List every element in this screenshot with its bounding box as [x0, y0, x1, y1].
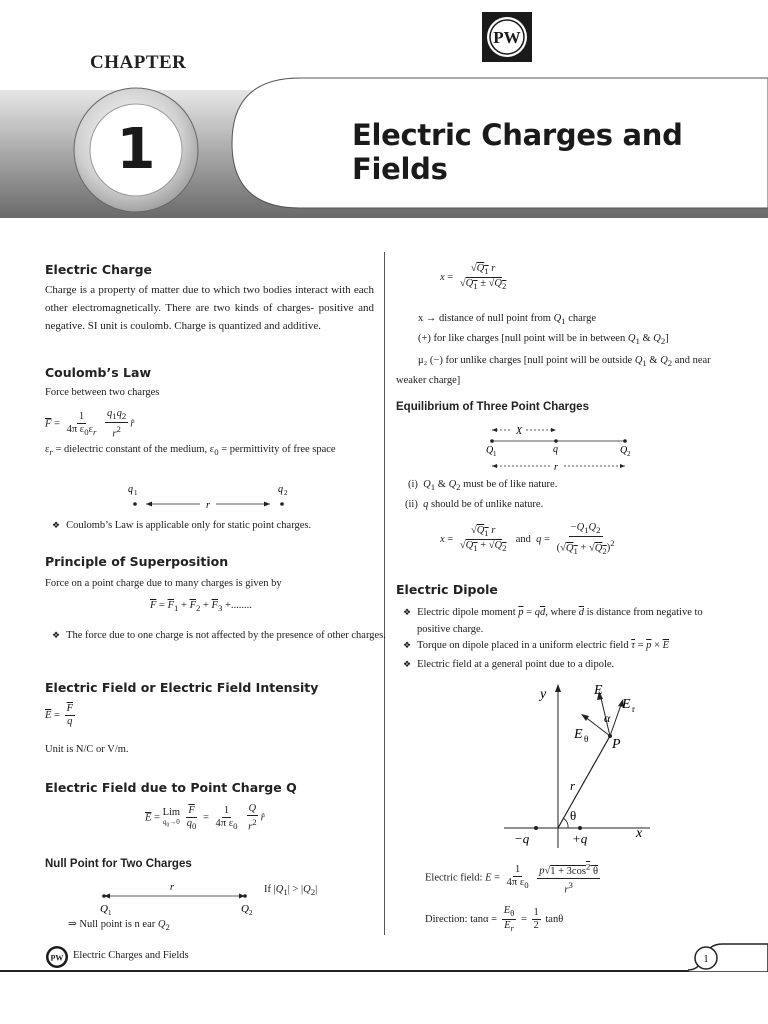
- permittivity-note: $\varepsilon_r$ = dielectric constant of the medium, $\varepsilon_0$ = permittivity of free space: [45, 444, 336, 458]
- charge-q2-dot: [280, 502, 284, 506]
- coulomb-intro: Force between two charges: [45, 387, 160, 398]
- q2-label: q: [278, 484, 283, 495]
- null-note3: μ₂ (−) for unlike charges [null point will be outside $Q_1$ & $Q_2$ and near weaker charge]: [396, 355, 711, 387]
- coulomb-diagram: [120, 480, 300, 516]
- three-charges-diagram: [480, 420, 640, 474]
- point-P-dot: [608, 734, 612, 738]
- null-note1: x → distance of null point from $Q_1$ charge: [418, 313, 596, 327]
- distance-r-label: r: [206, 500, 210, 511]
- footer-pw-logo-icon: [45, 945, 69, 969]
- minus-q-dot: [534, 826, 538, 830]
- axis-y-label: y: [540, 687, 547, 702]
- svg-text:Q: Q: [620, 445, 628, 456]
- svg-text:2: 2: [627, 450, 631, 458]
- dipole-bullet-1: ❖ Electric dipole moment $\overline{p} = q\overline{d}$, where $\overline{d}$ is distance from negative to positive charge.: [403, 607, 703, 635]
- footer-rule: [0, 970, 768, 972]
- chapter-number: 1: [116, 117, 156, 182]
- alpha-label: α: [604, 711, 611, 725]
- coulomb-bullet: ❖ Coulomb’s Law is applicable only for static point charges.: [52, 520, 312, 531]
- three-q-dot: [554, 439, 558, 443]
- dipole-bullet-3: ❖ Electric field at a general point due to a dipole.: [403, 659, 615, 670]
- three-charges-formula: x = $\frac{√Q_1 r}{√Q_1 + √Q_2}$ and q = $\frac{-Q_1Q_2}{(√Q_1 + √Q_2)^2}$: [440, 522, 615, 556]
- null-q1-sub: 1: [108, 909, 112, 917]
- theta-label: θ: [570, 808, 577, 823]
- electric-charge-text: Charge is a property of matter due to which two bodies interact with each other electromagnetically. There are two kinds of charges- positive and negative. SI unit is coulomb. Charge is quantized and additive.: [45, 284, 374, 332]
- svg-text:Q: Q: [486, 445, 494, 456]
- distance-X-label: X: [516, 426, 523, 437]
- null-r-label: r: [170, 882, 174, 893]
- plus-q-label: +q: [572, 831, 588, 846]
- field-formula: $\overline{E}$ = $\frac{\overline{F}}{q}$: [45, 703, 74, 727]
- point-charge-heading: Electric Field due to Point Charge Q: [45, 780, 297, 795]
- column-divider: [384, 252, 385, 935]
- superposition-bullet: ❖ The force due to one charge is not affected by the presence of other charges.: [52, 630, 386, 641]
- field-heading: Electric Field or Electric Field Intensity: [45, 680, 319, 695]
- field-Er-label: E: [622, 697, 631, 712]
- point-P-label: P: [612, 737, 621, 752]
- superposition-heading: Principle of Superposition: [45, 554, 229, 569]
- three-condition-i: (i) $Q_1$ & $Q_2$ must be of like nature.: [408, 479, 558, 493]
- null-q2-sub: 2: [249, 909, 253, 917]
- point-charge-formula: $\overline{E}$ = Lim $q_0\to 0$ $\frac{\overline{F}}{q_0}$ = $\frac{1}{4\pi \varepsilon_0}$ $\frac{Q}{r^2}$ r̂: [145, 803, 265, 833]
- page-number: 1: [703, 954, 709, 965]
- chapter-label: CHAPTER: [90, 52, 187, 73]
- null-point-result: ⇒ Null point is n ear $Q_2$: [68, 919, 170, 933]
- field-unit: Unit is N/C or V/m.: [45, 744, 129, 755]
- pw-logo-icon: [482, 12, 532, 62]
- distance-r-diagram-label: r: [570, 778, 576, 793]
- q1-sub: 1: [134, 489, 138, 497]
- page-number-tab: [688, 940, 768, 972]
- dipole-field-formula: Electric field: E = $\frac{1}{4\pi \varepsilon_0}$ $\frac{p√1 + 3\cos^2 \theta}{r^3}$: [425, 861, 598, 895]
- three-condition-ii: (ii) q should be of unlike nature.: [405, 499, 544, 510]
- null-point-heading: Null Point for Two Charges: [45, 858, 192, 870]
- null-point-diagram: [95, 878, 265, 918]
- null-q1-label: Q: [100, 903, 108, 915]
- three-q-label: q: [553, 444, 558, 455]
- field-E-label: E: [594, 683, 603, 698]
- coulomb-formula: $\overline{F}$ = $\frac{1}{4\pi \varepsilon_0\varepsilon_r}$ $\frac{q_1q_2}{r^2}$ r̂: [45, 408, 135, 440]
- svg-text:1: 1: [493, 450, 497, 458]
- pw-logo: [482, 12, 532, 62]
- null-q2-label: Q: [241, 903, 249, 915]
- three-charges-heading: Equilibrium of Three Point Charges: [396, 401, 589, 413]
- logo-text: PW: [493, 28, 521, 47]
- q1-label: q: [128, 484, 133, 495]
- svg-text:r: r: [632, 704, 635, 714]
- null-q2-dot: [243, 894, 247, 898]
- minus-q-label: −q: [514, 831, 530, 846]
- null-point-condition: If $|Q_1| > |Q_2|$: [264, 884, 318, 898]
- null-note2: (+) for like charges [null point will be in between $Q_1$ & $Q_2$]: [418, 333, 669, 347]
- field-Etheta-label: E: [574, 727, 583, 742]
- plus-q-dot: [578, 826, 582, 830]
- electric-charge-heading: Electric Charge: [45, 262, 152, 277]
- dipole-direction-formula: Direction: tanα = $\frac{E_\theta}{E_r}$ = $\frac{1}{2}$ tanθ: [425, 905, 564, 934]
- coulomb-heading: Coulomb’s Law: [45, 365, 151, 380]
- superposition-formula: $\overline{F} = \overline{F}_1 + \overline{F}_2 + \overline{F}_3$ +........: [150, 600, 252, 614]
- three-q2-dot: [623, 439, 627, 443]
- footer-logo: [45, 945, 69, 969]
- dipole-bullet-2: ❖ Torque on dipole placed in a uniform electric field $\overline{\tau} = \overline{p} \times \overline{E}$: [403, 640, 670, 651]
- footer-text: Electric Charges and Fields: [73, 950, 189, 961]
- chapter-title: Electric Charges and Fields: [352, 118, 683, 186]
- svg-text:PW: PW: [50, 953, 64, 963]
- axis-x-label: x: [636, 826, 643, 841]
- null-x-formula: x = $\frac{√Q_1 r}{√Q_1 \pm √Q_2}$: [440, 263, 507, 292]
- svg-text:θ: θ: [584, 734, 589, 744]
- three-r-label: r: [554, 462, 558, 473]
- q2-sub: 2: [284, 489, 288, 497]
- charge-q1-dot: [133, 502, 137, 506]
- superposition-intro: Force on a point charge due to many charges is given by: [45, 578, 282, 589]
- dipole-heading: Electric Dipole: [396, 582, 498, 597]
- dipole-field-diagram: [500, 680, 660, 850]
